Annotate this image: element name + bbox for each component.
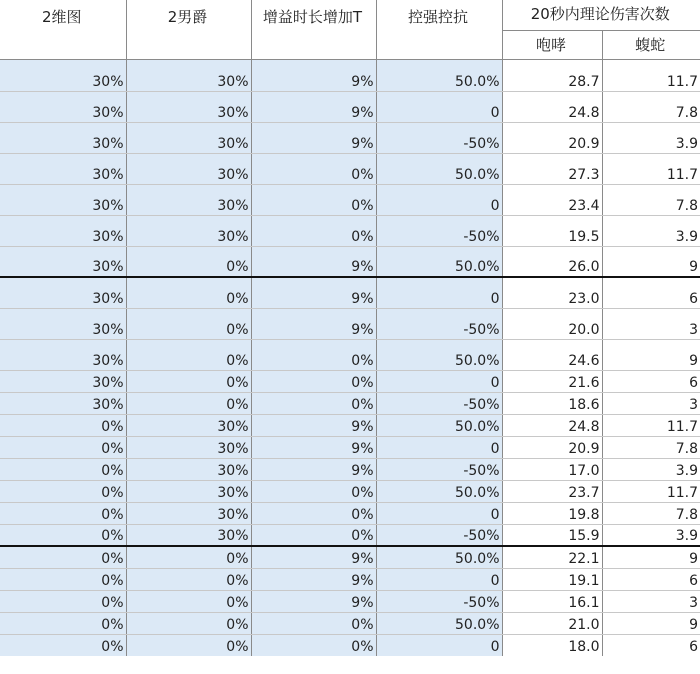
- table-row: [0, 414, 700, 436]
- table-cell[interactable]: 18.6: [502, 392, 602, 414]
- table-cell[interactable]: 9%: [251, 568, 376, 590]
- table-cell[interactable]: 30%: [0, 184, 126, 215]
- table-cell[interactable]: 9%: [251, 91, 376, 122]
- table-row: [0, 339, 700, 370]
- table-cell[interactable]: 26.0: [502, 246, 602, 277]
- header-sub-2[interactable]: 蝮蛇: [602, 30, 700, 59]
- table-cell[interactable]: 0: [376, 568, 502, 590]
- table-row: [0, 215, 700, 246]
- table-cell[interactable]: 24.8: [502, 91, 602, 122]
- table-row: [0, 612, 700, 634]
- table-cell[interactable]: 0%: [0, 414, 126, 436]
- header-sub-1[interactable]: 咆哮: [502, 30, 602, 59]
- table-row: [0, 392, 700, 414]
- table-cell[interactable]: 0%: [126, 246, 251, 277]
- table-cell[interactable]: 28.7: [502, 59, 602, 91]
- table-cell[interactable]: 30%: [126, 215, 251, 246]
- table-cell[interactable]: 0%: [126, 308, 251, 339]
- table-cell[interactable]: 50.0%: [376, 246, 502, 277]
- table-cell[interactable]: 0%: [251, 634, 376, 656]
- table-cell[interactable]: 3: [602, 392, 700, 414]
- table-cell[interactable]: 0%: [0, 436, 126, 458]
- table-cell[interactable]: 30%: [126, 414, 251, 436]
- header-col-1[interactable]: 2维图: [0, 0, 126, 59]
- table-cell[interactable]: 9%: [251, 458, 376, 480]
- table-cell[interactable]: 0%: [0, 634, 126, 656]
- table-cell[interactable]: 24.6: [502, 339, 602, 370]
- table-cell[interactable]: 0%: [251, 612, 376, 634]
- table-cell[interactable]: 3.9: [602, 122, 700, 153]
- table-cell[interactable]: 0: [376, 91, 502, 122]
- table-cell[interactable]: 9%: [251, 246, 376, 277]
- table-row: [0, 184, 700, 215]
- table-cell[interactable]: -50%: [376, 458, 502, 480]
- table-cell[interactable]: 30%: [0, 308, 126, 339]
- table-cell[interactable]: 9%: [251, 414, 376, 436]
- table-cell[interactable]: -50%: [376, 524, 502, 546]
- table-row: [0, 546, 700, 568]
- table-cell[interactable]: 9%: [251, 59, 376, 91]
- header-col-3[interactable]: 增益时长增加T: [251, 0, 376, 59]
- table-cell[interactable]: 16.1: [502, 590, 602, 612]
- table-row: [0, 590, 700, 612]
- table-row: [0, 370, 700, 392]
- table-cell[interactable]: 22.1: [502, 546, 602, 568]
- table-cell[interactable]: 23.0: [502, 277, 602, 308]
- table-row: [0, 568, 700, 590]
- table-cell[interactable]: 30%: [126, 184, 251, 215]
- table-cell[interactable]: 11.7: [602, 153, 700, 184]
- table-row: [0, 502, 700, 524]
- table-cell[interactable]: 9%: [251, 308, 376, 339]
- table-cell[interactable]: 20.9: [502, 436, 602, 458]
- table-cell[interactable]: 3.9: [602, 524, 700, 546]
- table-row: [0, 91, 700, 122]
- table-cell[interactable]: -50%: [376, 122, 502, 153]
- table-cell[interactable]: 24.8: [502, 414, 602, 436]
- table-cell[interactable]: 0%: [126, 612, 251, 634]
- table-row: [0, 153, 700, 184]
- table-row: [0, 59, 700, 91]
- table-cell[interactable]: 50.0%: [376, 339, 502, 370]
- table-cell[interactable]: 30%: [0, 277, 126, 308]
- table-cell[interactable]: -50%: [376, 392, 502, 414]
- table-row: [0, 524, 700, 546]
- table-cell[interactable]: 9: [602, 339, 700, 370]
- table-cell[interactable]: 7.8: [602, 184, 700, 215]
- table-cell[interactable]: 0%: [251, 215, 376, 246]
- table-cell[interactable]: 7.8: [602, 436, 700, 458]
- table-cell[interactable]: 30%: [126, 458, 251, 480]
- table-cell[interactable]: 0%: [251, 480, 376, 502]
- table-cell[interactable]: 19.8: [502, 502, 602, 524]
- table-cell[interactable]: 6: [602, 370, 700, 392]
- table-cell[interactable]: 21.0: [502, 612, 602, 634]
- table-cell[interactable]: 9%: [251, 122, 376, 153]
- table-cell[interactable]: 0%: [0, 590, 126, 612]
- table-cell[interactable]: 9%: [251, 546, 376, 568]
- table-cell[interactable]: 17.0: [502, 458, 602, 480]
- table-cell[interactable]: 50.0%: [376, 480, 502, 502]
- table-row: [0, 308, 700, 339]
- table-cell[interactable]: 0: [376, 436, 502, 458]
- table-cell[interactable]: 3.9: [602, 215, 700, 246]
- table-cell[interactable]: 0%: [0, 546, 126, 568]
- table-cell[interactable]: 30%: [126, 59, 251, 91]
- table-row: [0, 122, 700, 153]
- table-cell[interactable]: 0: [376, 634, 502, 656]
- table-cell[interactable]: 0%: [251, 184, 376, 215]
- table-cell[interactable]: 30%: [0, 91, 126, 122]
- table-cell[interactable]: 30%: [126, 91, 251, 122]
- table-cell[interactable]: 0%: [0, 502, 126, 524]
- table-cell[interactable]: 30%: [0, 246, 126, 277]
- table-cell[interactable]: 0: [376, 502, 502, 524]
- table-cell[interactable]: 11.7: [602, 480, 700, 502]
- table-cell[interactable]: 0%: [251, 153, 376, 184]
- table-cell[interactable]: 50.0%: [376, 546, 502, 568]
- table-cell[interactable]: 20.0: [502, 308, 602, 339]
- table-cell[interactable]: 3: [602, 308, 700, 339]
- header-col-4[interactable]: 控强控抗: [376, 0, 502, 59]
- table-cell[interactable]: 50.0%: [376, 414, 502, 436]
- table-cell[interactable]: 30%: [0, 370, 126, 392]
- table-cell[interactable]: 0%: [0, 458, 126, 480]
- table-cell[interactable]: 23.4: [502, 184, 602, 215]
- table-cell[interactable]: 23.7: [502, 480, 602, 502]
- table-cell[interactable]: 30%: [126, 122, 251, 153]
- table-cell[interactable]: 9%: [251, 277, 376, 308]
- table-cell[interactable]: 11.7: [602, 414, 700, 436]
- table-cell[interactable]: 30%: [0, 392, 126, 414]
- table-cell[interactable]: 30%: [0, 122, 126, 153]
- table-cell[interactable]: 0%: [126, 546, 251, 568]
- table-cell[interactable]: -50%: [376, 215, 502, 246]
- table-row: [0, 634, 700, 656]
- table-cell[interactable]: 30%: [126, 524, 251, 546]
- table-row: [0, 458, 700, 480]
- table-cell[interactable]: 0: [376, 277, 502, 308]
- table-cell[interactable]: 30%: [0, 215, 126, 246]
- table-cell[interactable]: 6: [602, 568, 700, 590]
- table-cell[interactable]: 9%: [251, 436, 376, 458]
- table-cell[interactable]: 30%: [126, 502, 251, 524]
- table-cell[interactable]: 0%: [0, 524, 126, 546]
- table-cell[interactable]: 0%: [126, 370, 251, 392]
- table-cell[interactable]: 30%: [0, 59, 126, 91]
- table-cell[interactable]: 0%: [126, 392, 251, 414]
- header-group-damage-count[interactable]: 20秒内理论伤害次数: [502, 0, 700, 30]
- table-cell[interactable]: 21.6: [502, 370, 602, 392]
- table-cell[interactable]: 6: [602, 634, 700, 656]
- table-cell[interactable]: 3.9: [602, 458, 700, 480]
- table-cell[interactable]: 50.0%: [376, 59, 502, 91]
- table-cell[interactable]: 0: [376, 184, 502, 215]
- table-cell[interactable]: 9: [602, 246, 700, 277]
- table-cell[interactable]: 7.8: [602, 91, 700, 122]
- table-cell[interactable]: 0%: [126, 568, 251, 590]
- table-cell[interactable]: 20.9: [502, 122, 602, 153]
- table-cell[interactable]: 0%: [251, 370, 376, 392]
- table-cell[interactable]: 27.3: [502, 153, 602, 184]
- table-cell[interactable]: 50.0%: [376, 153, 502, 184]
- table-cell[interactable]: 30%: [126, 480, 251, 502]
- table-cell[interactable]: 9%: [251, 590, 376, 612]
- table-cell[interactable]: 18.0: [502, 634, 602, 656]
- table-cell[interactable]: 0%: [126, 634, 251, 656]
- table-cell[interactable]: 11.7: [602, 59, 700, 91]
- table-cell[interactable]: 30%: [126, 153, 251, 184]
- table-cell[interactable]: 9: [602, 546, 700, 568]
- table-cell[interactable]: 0%: [126, 277, 251, 308]
- table-body: [0, 59, 700, 656]
- table-cell[interactable]: 30%: [126, 436, 251, 458]
- table-cell[interactable]: 0%: [126, 339, 251, 370]
- table-cell[interactable]: -50%: [376, 590, 502, 612]
- table-cell[interactable]: 3: [602, 590, 700, 612]
- table-row: [0, 480, 700, 502]
- table-cell[interactable]: 19.5: [502, 215, 602, 246]
- table-cell[interactable]: 0%: [251, 392, 376, 414]
- table-cell[interactable]: 7.8: [602, 502, 700, 524]
- table-cell[interactable]: 30%: [0, 339, 126, 370]
- table-cell[interactable]: 0%: [0, 568, 126, 590]
- table-row: [0, 277, 700, 308]
- table-cell[interactable]: 0%: [251, 339, 376, 370]
- table-cell[interactable]: 30%: [0, 153, 126, 184]
- table-cell[interactable]: 0%: [251, 524, 376, 546]
- table-cell[interactable]: 50.0%: [376, 612, 502, 634]
- table-cell[interactable]: 0%: [126, 590, 251, 612]
- table-row: [0, 246, 700, 277]
- header-col-2[interactable]: 2男爵: [126, 0, 251, 59]
- table-cell[interactable]: -50%: [376, 308, 502, 339]
- table-cell[interactable]: 6: [602, 277, 700, 308]
- table-cell[interactable]: 0: [376, 370, 502, 392]
- table-cell[interactable]: 0%: [251, 502, 376, 524]
- table-row: [0, 436, 700, 458]
- table-cell[interactable]: 19.1: [502, 568, 602, 590]
- table-cell[interactable]: 9: [602, 612, 700, 634]
- table-cell[interactable]: 15.9: [502, 524, 602, 546]
- table-cell[interactable]: 0%: [0, 612, 126, 634]
- table-cell[interactable]: 0%: [0, 480, 126, 502]
